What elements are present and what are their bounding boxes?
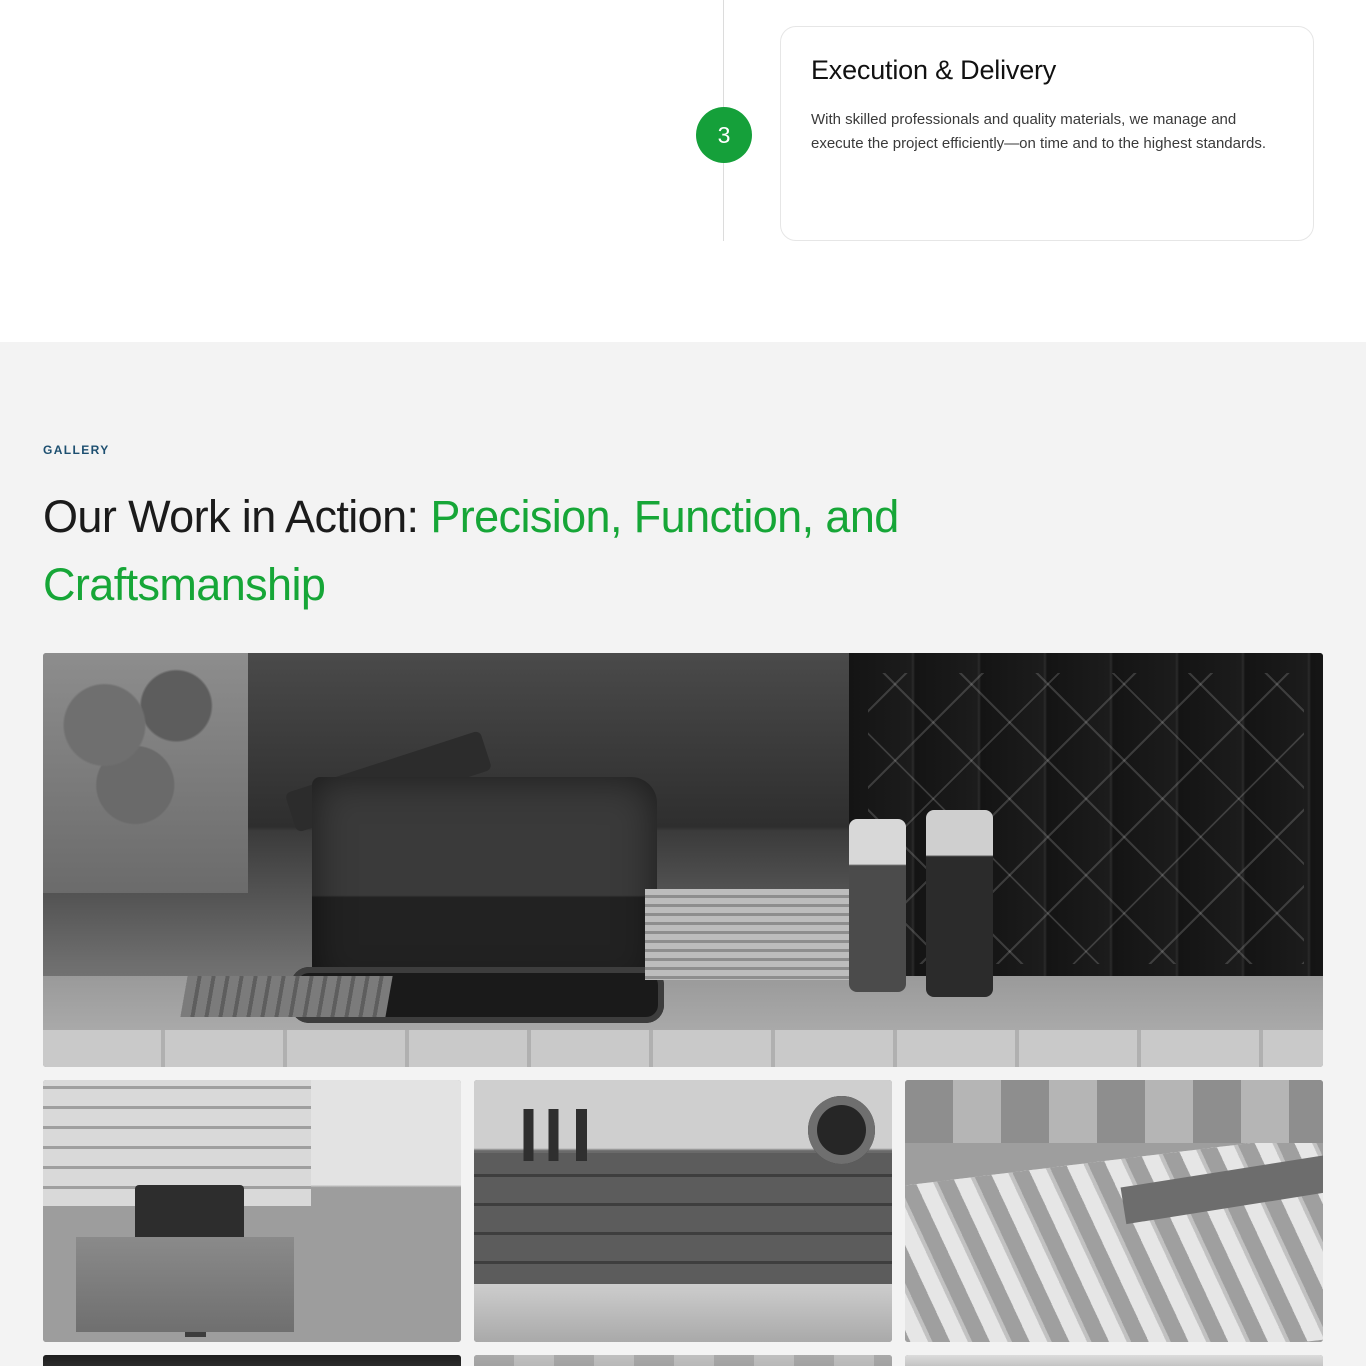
gallery-row-hero [43, 653, 1323, 1067]
gallery-image-4-art [905, 1080, 1323, 1342]
gallery-image-2[interactable] [43, 1080, 461, 1342]
process-section [0, 0, 1366, 342]
gallery-image-7-art [905, 1355, 1323, 1366]
gallery-image-3[interactable] [474, 1080, 892, 1342]
gallery-heading-accent: Precision, Function, and Craftsmanship [43, 491, 899, 610]
gallery-image-4[interactable] [905, 1080, 1323, 1342]
gallery-grid [43, 653, 1323, 1366]
step-number-badge: 3 [696, 107, 752, 163]
gallery-row-2 [43, 1080, 1323, 1342]
step-card-description: With skilled professionals and quality materials, we manage and execute the project efficiently—on time and to the highest standards. [811, 111, 1266, 152]
gallery-heading-plain: Our Work in Action: [43, 491, 431, 542]
gallery-image-5-art [43, 1355, 461, 1366]
gallery-image-6-art [474, 1355, 892, 1366]
gallery-image-3-art [474, 1080, 892, 1342]
gallery-image-7[interactable] [905, 1355, 1323, 1366]
gallery-row-3 [43, 1355, 1323, 1366]
gallery-image-1-art [43, 653, 1323, 1067]
gallery-image-5[interactable] [43, 1355, 461, 1366]
gallery-image-1[interactable] [43, 653, 1323, 1067]
gallery-image-6[interactable] [474, 1355, 892, 1366]
step-card-title: Execution & Delivery [811, 55, 1057, 85]
gallery-section [0, 342, 1366, 1366]
step-card-execution-delivery [780, 26, 1314, 241]
gallery-eyebrow: GALLERY [43, 443, 110, 457]
gallery-image-2-art [43, 1080, 461, 1342]
gallery-heading [43, 483, 1143, 619]
